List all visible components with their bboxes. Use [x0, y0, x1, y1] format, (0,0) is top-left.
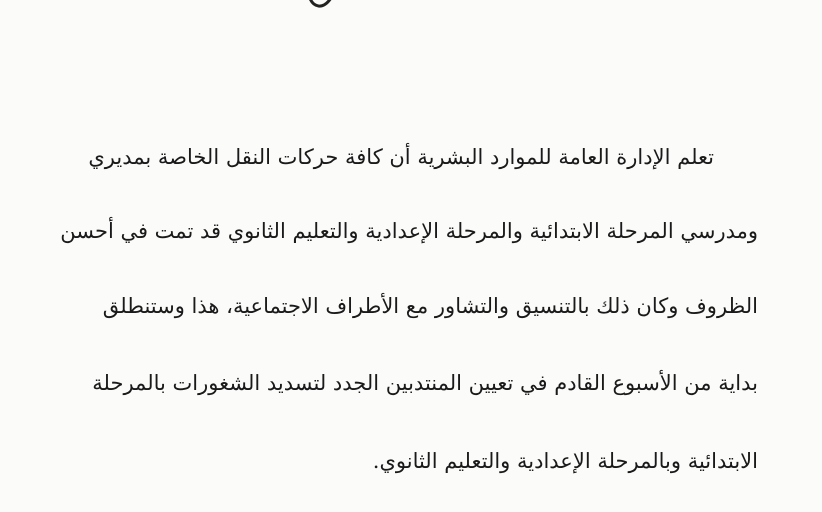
paragraph-line-3: الظروف وكان ذلك بالتنسيق والتشاور مع الأطراف الاجتماعية، هذا وستنطلق	[102, 294, 758, 318]
handwritten-mark	[305, 0, 335, 16]
paragraph-line-2: ومدرسي المرحلة الابتدائية والمرحلة الإعدادية والتعليم الثانوي قد تمت في أحسن	[60, 219, 758, 243]
paragraph-line-1: تعلم الإدارة العامة للموارد البشرية أن كافة حركات النقل الخاصة بمديري	[88, 145, 714, 169]
paragraph-line-4: بداية من الأسبوع القادم في تعيين المنتدبين الجدد لتسديد الشغورات بالمرحلة	[92, 371, 758, 395]
paragraph-line-5: الابتدائية وبالمرحلة الإعدادية والتعليم الثانوي.	[372, 449, 758, 473]
